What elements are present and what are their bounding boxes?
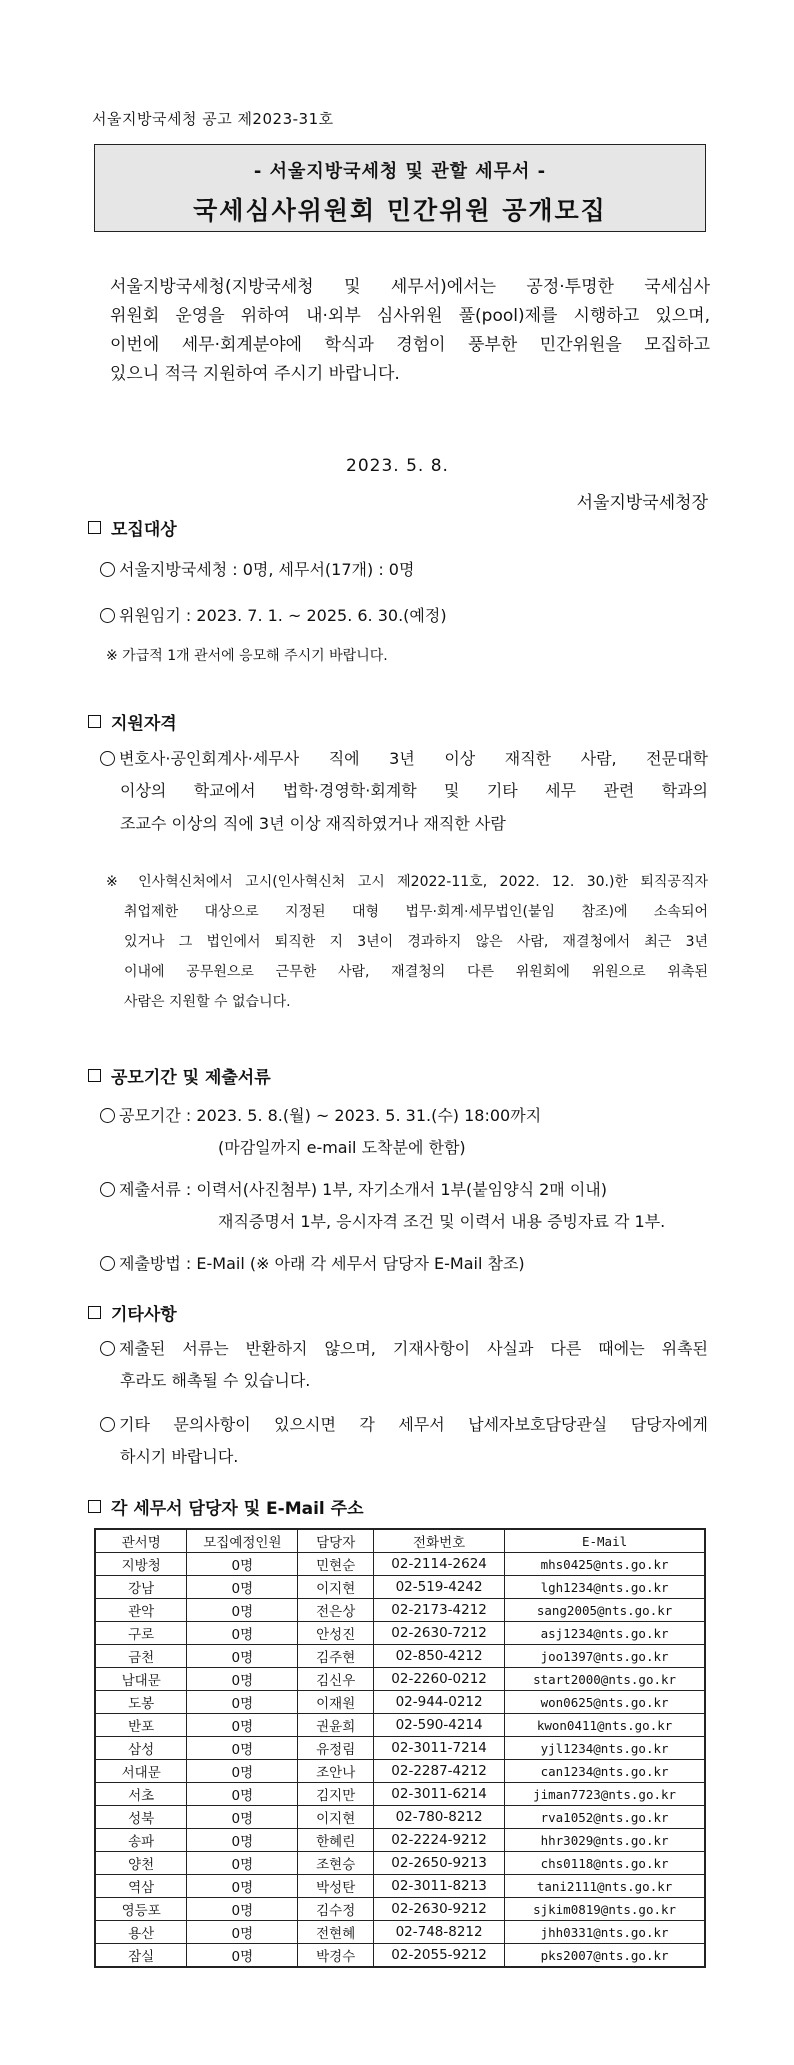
phone-cell: 02-3011-8213: [374, 1875, 505, 1898]
email-cell[interactable]: yjl1234@nts.go.kr: [505, 1737, 705, 1760]
period-dates-text: 공모기간 : 2023. 5. 8.(월) ~ 2023. 5. 31.(수) 18:00까지: [119, 1106, 542, 1125]
office-cell: 성북: [95, 1806, 187, 1829]
phone-cell: 02-944-0212: [374, 1691, 505, 1714]
title-box: [94, 144, 706, 232]
email-cell[interactable]: can1234@nts.go.kr: [505, 1760, 705, 1783]
phone-cell: 02-2287-4212: [374, 1760, 505, 1783]
section-heading-etc: [88, 1300, 177, 1325]
table-body: [95, 1553, 705, 1968]
section-heading-qualification: [88, 709, 177, 734]
quota-cell: 0명: [187, 1576, 298, 1599]
email-cell[interactable]: rva1052@nts.go.kr: [505, 1806, 705, 1829]
table-row: [95, 1737, 705, 1760]
circle-bullet-icon: [100, 1108, 115, 1123]
section-heading-text: 모집대상: [111, 520, 177, 540]
circle-bullet-icon: [100, 1417, 115, 1432]
column-header: 모집예정인원: [187, 1529, 298, 1553]
section-heading-text: 공모기간 및 제출서류: [111, 1068, 271, 1088]
circle-bullet-icon: [100, 1256, 115, 1271]
column-header: 관서명: [95, 1529, 187, 1553]
table-row: [95, 1691, 705, 1714]
qualification-note: 취업제한 대상으로 지정된 대형 법무·회계·세무법인(붙임 참조)에 소속되어: [124, 904, 708, 920]
table-row: [95, 1944, 705, 1968]
intro-line: 서울지방국세청(지방국세청 및 세무서)에서는 공정·투명한 국세심사: [110, 277, 710, 297]
table-row: [95, 1668, 705, 1691]
office-cell: 금천: [95, 1645, 187, 1668]
qualification-text: 변호사·공인회계사·세무사 직에 3년 이상 재직한 사람, 전문대학: [119, 749, 708, 768]
quota-cell: 0명: [187, 1622, 298, 1645]
office-cell: 용산: [95, 1921, 187, 1944]
office-cell: 서초: [95, 1783, 187, 1806]
quota-cell: 0명: [187, 1806, 298, 1829]
office-cell: 관악: [95, 1599, 187, 1622]
email-cell[interactable]: sjkim0819@nts.go.kr: [505, 1898, 705, 1921]
etc-line: [100, 1412, 708, 1435]
quota-cell: 0명: [187, 1691, 298, 1714]
email-cell[interactable]: asj1234@nts.go.kr: [505, 1622, 705, 1645]
staff-name-cell: 이재원: [298, 1691, 374, 1714]
office-cell: 송파: [95, 1829, 187, 1852]
column-header: E-Mail: [505, 1529, 705, 1553]
table-row: [95, 1921, 705, 1944]
office-cell: 도봉: [95, 1691, 187, 1714]
table-row: [95, 1599, 705, 1622]
title-subtitle: - 서울지방국세청 및 관할 세무서 -: [253, 161, 547, 182]
table-row: [95, 1806, 705, 1829]
quota-cell: 0명: [187, 1921, 298, 1944]
documents-text: 제출서류 : 이력서(사진첨부) 1부, 자기소개서 1부(붙임양식 2매 이내): [119, 1180, 607, 1199]
phone-cell: 02-2630-9212: [374, 1898, 505, 1921]
phone-cell: 02-2630-7212: [374, 1622, 505, 1645]
staff-name-cell: 이지현: [298, 1576, 374, 1599]
recruit-count: [100, 557, 414, 580]
table-row: [95, 1829, 705, 1852]
intro-line: 이번에 세무·회계분야에 학식과 경험이 풍부한 민간위원을 모집하고: [110, 335, 710, 355]
office-cell: 양천: [95, 1852, 187, 1875]
circle-bullet-icon: [100, 751, 115, 766]
table-header-row: [95, 1529, 705, 1553]
table-row: [95, 1553, 705, 1576]
contacts-table: [94, 1528, 706, 1968]
square-bullet-icon: [88, 1306, 101, 1319]
quota-cell: 0명: [187, 1944, 298, 1968]
staff-name-cell: 김지만: [298, 1783, 374, 1806]
period-dates-note: (마감일까지 e-mail 도착분에 한함): [218, 1138, 466, 1157]
recruit-note: ※ 가급적 1개 관서에 응모해 주시기 바랍니다.: [106, 648, 388, 664]
qualification-note: 사람은 지원할 수 없습니다.: [124, 994, 291, 1010]
phone-cell: 02-519-4242: [374, 1576, 505, 1599]
table-row: [95, 1576, 705, 1599]
email-cell[interactable]: jhh0331@nts.go.kr: [505, 1921, 705, 1944]
email-cell[interactable]: hhr3029@nts.go.kr: [505, 1829, 705, 1852]
office-cell: 서대문: [95, 1760, 187, 1783]
qualification-note: 이내에 공무원으로 근무한 사람, 재결청의 다른 위원회에 위원으로 위촉된: [124, 964, 708, 980]
submit-method: [100, 1251, 525, 1274]
email-cell[interactable]: pks2007@nts.go.kr: [505, 1944, 705, 1968]
qualification-line: [100, 746, 708, 769]
submit-method-text: 제출방법 : E-Mail (※ 아래 각 세무서 담당자 E-Mail 참조): [119, 1254, 525, 1273]
recruit-term-text: 위원임기 : 2023. 7. 1. ~ 2025. 6. 30.(예정): [119, 606, 447, 625]
email-cell[interactable]: tani2111@nts.go.kr: [505, 1875, 705, 1898]
email-cell[interactable]: sang2005@nts.go.kr: [505, 1599, 705, 1622]
staff-name-cell: 전현혜: [298, 1921, 374, 1944]
phone-cell: 02-2650-9213: [374, 1852, 505, 1875]
email-cell[interactable]: joo1397@nts.go.kr: [505, 1645, 705, 1668]
column-header: 담당자: [298, 1529, 374, 1553]
circle-bullet-icon: [100, 562, 115, 577]
email-cell[interactable]: mhs0425@nts.go.kr: [505, 1553, 705, 1576]
email-cell[interactable]: jiman7723@nts.go.kr: [505, 1783, 705, 1806]
qualification-note: ※ 인사혁신처에서 고시(인사혁신처 고시 제2022-11호, 2022. 12. 30.)한 퇴직공직자: [106, 874, 708, 890]
staff-name-cell: 김신우: [298, 1668, 374, 1691]
qualification-line: 이상의 학교에서 법학·경영학·회계학 및 기타 세무 관련 학과의: [120, 781, 708, 800]
recruit-count-text: 서울지방국세청 : 0명, 세무서(17개) : 0명: [119, 560, 415, 579]
quota-cell: 0명: [187, 1829, 298, 1852]
staff-name-cell: 권윤희: [298, 1714, 374, 1737]
phone-cell: 02-2260-0212: [374, 1668, 505, 1691]
quota-cell: 0명: [187, 1737, 298, 1760]
etc-text: 기타 문의사항이 있으시면 각 세무서 납세자보호담당관실 담당자에게: [119, 1415, 708, 1434]
office-cell: 역삼: [95, 1875, 187, 1898]
email-cell[interactable]: lgh1234@nts.go.kr: [505, 1576, 705, 1599]
page-title: 국세심사위원회 민간위원 공개모집: [193, 196, 607, 225]
etc-text: 제출된 서류는 반환하지 않으며, 기재사항이 사실과 다른 때에는 위촉된: [119, 1339, 708, 1358]
column-header: 전화번호: [374, 1529, 505, 1553]
email-cell[interactable]: start2000@nts.go.kr: [505, 1668, 705, 1691]
quota-cell: 0명: [187, 1599, 298, 1622]
phone-cell: 02-2114-2624: [374, 1553, 505, 1576]
office-cell: 구로: [95, 1622, 187, 1645]
quota-cell: 0명: [187, 1898, 298, 1921]
etc-line: 후라도 해촉될 수 있습니다.: [120, 1371, 311, 1390]
table-row: [95, 1714, 705, 1737]
recruit-term: [100, 603, 447, 626]
quota-cell: 0명: [187, 1668, 298, 1691]
etc-line: [100, 1336, 708, 1359]
section-heading-period: [88, 1063, 271, 1088]
phone-cell: 02-2224-9212: [374, 1829, 505, 1852]
notice-number: 서울지방국세청 공고 제2023-31호: [92, 110, 334, 128]
quota-cell: 0명: [187, 1760, 298, 1783]
phone-cell: 02-850-4212: [374, 1645, 505, 1668]
phone-cell: 02-2055-9212: [374, 1944, 505, 1968]
staff-name-cell: 한혜린: [298, 1829, 374, 1852]
quota-cell: 0명: [187, 1875, 298, 1898]
section-heading-text: 지원자격: [111, 714, 177, 734]
staff-name-cell: 김수정: [298, 1898, 374, 1921]
staff-name-cell: 전은상: [298, 1599, 374, 1622]
section-heading-contacts: [88, 1494, 364, 1519]
table-row: [95, 1852, 705, 1875]
circle-bullet-icon: [100, 1341, 115, 1356]
staff-name-cell: 박성탄: [298, 1875, 374, 1898]
qualification-note: 있거나 그 법인에서 퇴직한 지 3년이 경과하지 않은 사람, 재결청에서 최근 3년: [124, 934, 708, 950]
phone-cell: 02-780-8212: [374, 1806, 505, 1829]
intro-line: 있으니 적극 지원하여 주시기 바랍니다.: [110, 364, 400, 384]
office-cell: 지방청: [95, 1553, 187, 1576]
phone-cell: 02-3011-7214: [374, 1737, 505, 1760]
office-cell: 영등포: [95, 1898, 187, 1921]
staff-name-cell: 민현순: [298, 1553, 374, 1576]
table-row: [95, 1622, 705, 1645]
staff-name-cell: 안성진: [298, 1622, 374, 1645]
quota-cell: 0명: [187, 1852, 298, 1875]
staff-name-cell: 김주현: [298, 1645, 374, 1668]
staff-name-cell: 유정림: [298, 1737, 374, 1760]
staff-name-cell: 조현승: [298, 1852, 374, 1875]
section-heading-text: 각 세무서 담당자 및 E-Mail 주소: [111, 1499, 364, 1519]
quota-cell: 0명: [187, 1783, 298, 1806]
intro-paragraph: [110, 273, 710, 389]
office-cell: 반포: [95, 1714, 187, 1737]
section-heading-text: 기타사항: [111, 1305, 177, 1325]
notice-date: 2023. 5. 8.: [346, 456, 449, 476]
table-row: [95, 1898, 705, 1921]
square-bullet-icon: [88, 715, 101, 728]
staff-name-cell: 조안나: [298, 1760, 374, 1783]
quota-cell: 0명: [187, 1714, 298, 1737]
circle-bullet-icon: [100, 608, 115, 623]
office-cell: 잠실: [95, 1944, 187, 1968]
table-row: [95, 1875, 705, 1898]
office-cell: 강남: [95, 1576, 187, 1599]
intro-line: 위원회 운영을 위하여 내·외부 심사위원 풀(pool)제를 시행하고 있으며,: [110, 306, 710, 326]
office-cell: 삼성: [95, 1737, 187, 1760]
circle-bullet-icon: [100, 1182, 115, 1197]
quota-cell: 0명: [187, 1645, 298, 1668]
quota-cell: 0명: [187, 1553, 298, 1576]
office-cell: 남대문: [95, 1668, 187, 1691]
staff-name-cell: 박경수: [298, 1944, 374, 1968]
phone-cell: 02-2173-4212: [374, 1599, 505, 1622]
phone-cell: 02-3011-6214: [374, 1783, 505, 1806]
etc-line: 하시기 바랍니다.: [120, 1447, 239, 1466]
phone-cell: 02-590-4214: [374, 1714, 505, 1737]
table-row: [95, 1645, 705, 1668]
email-cell[interactable]: chs0118@nts.go.kr: [505, 1852, 705, 1875]
section-heading-recruit: [88, 515, 177, 540]
documents: [100, 1177, 607, 1200]
period-dates: [100, 1103, 541, 1126]
table-row: [95, 1760, 705, 1783]
table-row: [95, 1783, 705, 1806]
square-bullet-icon: [88, 521, 101, 534]
staff-name-cell: 이지현: [298, 1806, 374, 1829]
documents-continued: 재직증명서 1부, 응시자격 조건 및 이력서 내용 증빙자료 각 1부.: [218, 1212, 666, 1231]
email-cell[interactable]: won0625@nts.go.kr: [505, 1691, 705, 1714]
square-bullet-icon: [88, 1500, 101, 1513]
email-cell[interactable]: kwon0411@nts.go.kr: [505, 1714, 705, 1737]
phone-cell: 02-748-8212: [374, 1921, 505, 1944]
issuer-name: 서울지방국세청장: [576, 493, 708, 513]
square-bullet-icon: [88, 1069, 101, 1082]
qualification-line: 조교수 이상의 직에 3년 이상 재직하였거나 재직한 사람: [120, 814, 506, 833]
